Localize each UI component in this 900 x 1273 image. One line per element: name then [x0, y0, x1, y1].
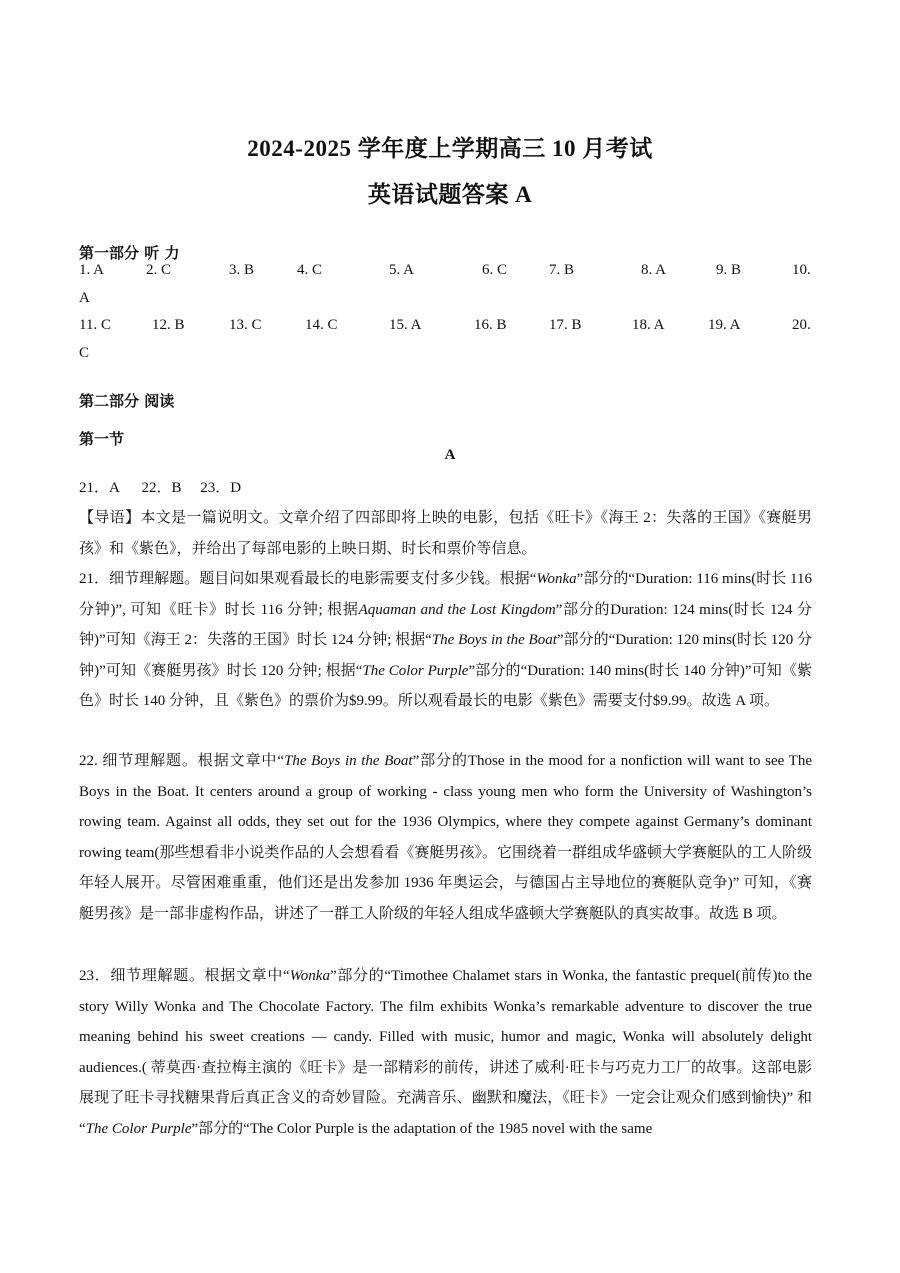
explanation-q22	[79, 746, 812, 929]
answer-item: 10.	[792, 262, 811, 278]
exam-title: 2024-2025 学年度上学期高三 10 月考试	[247, 136, 653, 161]
q23-title-wonka: Wonka	[289, 968, 330, 984]
answer-item: 14. C	[305, 317, 338, 333]
answer-item: 12. B	[152, 317, 185, 333]
answer-item: 13. C	[229, 317, 262, 333]
answer-item: 2. C	[146, 262, 172, 278]
q21-title-boys: The Boys in the Boat	[431, 632, 557, 648]
answer-wrap: A	[79, 290, 90, 306]
answer-item: 18. A	[632, 317, 665, 333]
section-heading: 第一节	[79, 430, 125, 448]
answer-item: 8. A	[641, 262, 667, 278]
answer-item: 19. A	[708, 317, 741, 333]
reading-answers: 21．A 22．B 23．D	[79, 480, 242, 496]
q21-text: ”部分的Duration: 124 mins(时长 124 分钟)”可知《海王 2：失落的王国》时长 124 分钟; 根据“	[79, 601, 812, 648]
answer-key-title: 英语试题答案 A	[367, 182, 533, 207]
q23-text: ”部分的“Timothee Chalamet stars in Wonka, the fantastic prequel(前传)to the story Willy Wonka and The Chocolate Factory. The film exhibits Wonka’s remarkable adventure to discover the true meaning behind his sweet creations — candy. Filled with music, humor and magic, Wonka will absolutely delight audiences.( 蒂莫西·查拉梅主演的《旺卡》是一部精彩的前传，讲述了威利·旺卡与巧克力工厂的故事。这部电影展现了旺卡寻找糖果背后真正含义的奇妙冒险。充满音乐、幽默和魔法，《旺卡》一定会让观众们感到愉快)” 和 “	[79, 968, 812, 1137]
answer-item: 17. B	[549, 317, 582, 333]
answer-item: 1. A	[79, 262, 105, 278]
answer-item: 4. C	[297, 262, 323, 278]
answer-item: 16. B	[474, 317, 507, 333]
q21-text: ”部分的“Duration: 140 mins(时长 140 分钟)”可知《紫色》时长 140 分钟，且《紫色》的票价为$9.99。所以观看最长的电影《紫色》需要支付$9.99。故选 A 项。	[79, 662, 813, 709]
q21-title-aquaman: Aquaman and the Lost Kingdom	[358, 601, 556, 618]
part2-heading: 第二部分 阅读	[79, 392, 175, 410]
q23-title-purple: The Color Purple	[85, 1120, 192, 1137]
answer-item: 20.	[792, 317, 811, 333]
answer-item: 11. C	[79, 317, 111, 333]
answer-item: 15. A	[389, 317, 422, 333]
q23-text: 23．细节理解题。根据文章中“	[79, 968, 290, 984]
q21-title-purple: The Color Purple	[362, 662, 469, 679]
passage-label: A	[444, 447, 456, 463]
q22-text: 22. 细节理解题。根据文章中“	[79, 753, 284, 769]
answer-item: 5. A	[389, 262, 415, 278]
listening-answers-row-2	[0, 317, 900, 337]
q21-text: 21．细节理解题。题目问如果观看最长的电影需要支付多少钱。根据“	[79, 571, 537, 587]
q21-title-wonka: Wonka	[536, 571, 577, 587]
answer-item: 3. B	[229, 262, 255, 278]
listening-answers-row-1	[0, 262, 900, 282]
answer-wrap: C	[79, 345, 90, 361]
answer-item: 6. C	[482, 262, 508, 278]
answer-item: 7. B	[549, 262, 575, 278]
explanation-q21	[79, 564, 812, 717]
q21-text: ”部分的“Duration: 116 mins(时长 116 分钟)”, 可知《旺卡》时长 116 分钟; 根据	[79, 571, 812, 618]
answer-item: 9. B	[716, 262, 742, 278]
q23-text: ”部分的“The Color Purple is the adaptation of the 1985 novel with the same	[191, 1120, 653, 1137]
q22-text: ”部分的Those in the mood for a nonfiction will want to see The Boys in the Boat. It centers around a group of working - class young men who form the University of Washington’s rowing team. Against all odds, they set out for the 1936 Olympics, where they compete against Germany’s dominant rowing team(那些想看非小说类作品的人会想看看《赛艇男孩》。它围绕着一群组成华盛顿大学赛艇队的工人阶级年轻人展开。尽管困难重重，他们还是出发参加 1936 年奥运会，与德国占主导地位的赛艇队竞争)” 可知，《赛艇男孩》是一部非虚构作品，讲述了一群工人阶级的年轻人组成华盛顿大学赛艇队的真实故事。故选 B 项。	[79, 753, 812, 922]
intro-paragraph: 【导语】本文是一篇说明文。文章介绍了四部即将上映的电影，包括《旺卡》《海王 2：失落的王国》《赛艇男孩》和《紫色》，并给出了每部电影的上映日期、时长和票价等信息。	[79, 510, 812, 557]
explanation-q23	[79, 961, 812, 1144]
q22-title-boys: The Boys in the Boat	[283, 753, 413, 769]
q21-text: ”部分的“Duration: 120 mins(时长 120 分钟)”可知《赛艇男孩》时长 120 分钟; 根据“	[79, 632, 812, 679]
part1-heading: 第一部分 听 力	[79, 244, 180, 262]
